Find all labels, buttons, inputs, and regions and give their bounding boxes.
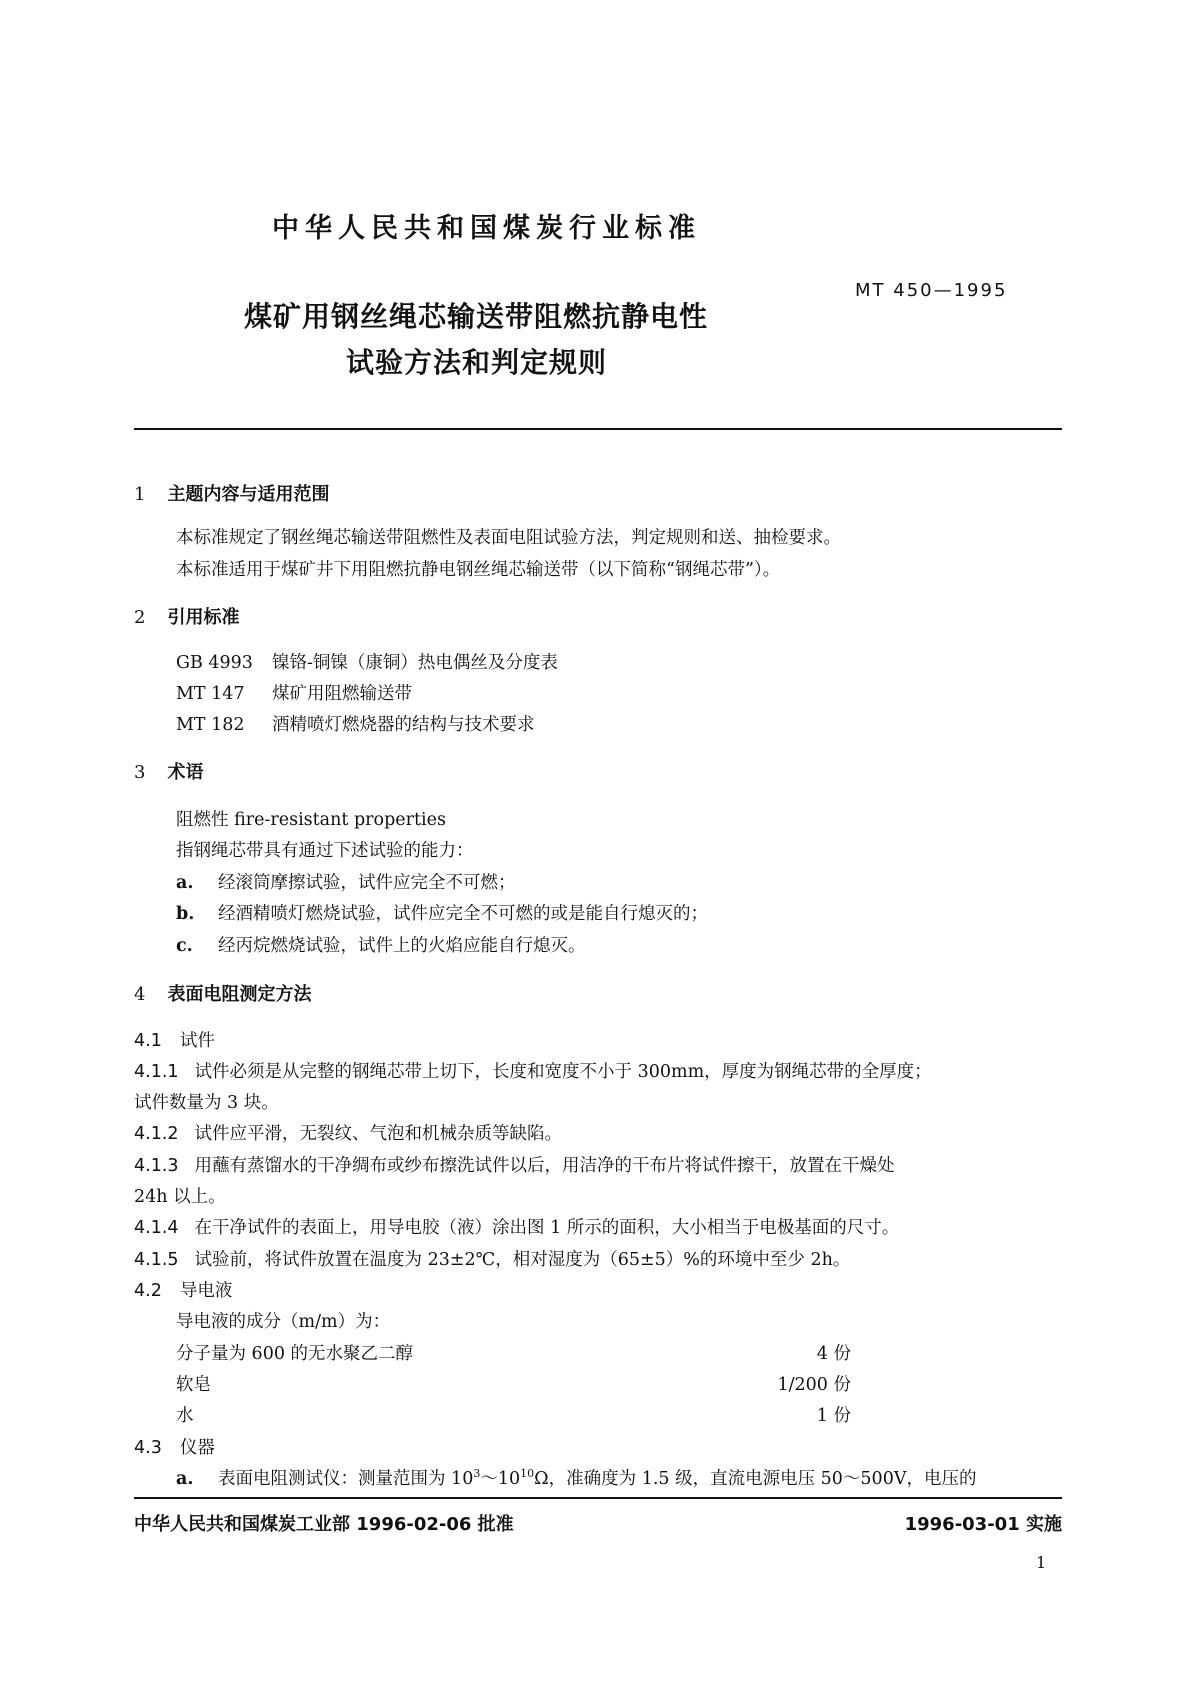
instrument-item-a: a. 表面电阻测试仪：测量范围为 $10^3\sim 10^{10}\Omega$，准确度为 1.5 级，直流电源电压 50～500V，电压的 [176,1467,977,1489]
header-rule [134,428,1062,430]
subsection-4-3-heading: 4.3 仪器 [134,1438,215,1458]
subsection-4-2-heading: 4.2 导电液 [134,1281,233,1301]
document-title-line2: 试验方法和判定规则 [346,346,608,379]
clause-4-1-1-continued: 试件数量为 3 块。 [134,1093,279,1113]
section-1-para-2: 本标准适用于煤矿井下用阻燃抗静电钢丝绳芯输送带（以下简称“钢绳芯带”）。 [176,560,781,580]
clause-4-1-2: 4.1.2 试件应平滑，无裂纹、气泡和机械杂质等缺陷。 [134,1124,563,1144]
list-item: c. 经丙烷燃烧试验，试件上的火焰应能自行熄灭。 [176,936,586,956]
page-number: 1 [1036,1553,1047,1572]
clause-4-1-4: 4.1.4 在干净试件的表面上，用导电胶（液）涂出图 1 所示的面积，大小相当于电极基面的尺寸。 [134,1218,900,1238]
section-2-heading: 2 引用标准 [134,607,240,628]
composition-amount: 4 份 [816,1344,851,1364]
composition-name: 分子量为 600 的无水聚乙二醇 [176,1344,414,1364]
section-4-heading: 4 表面电阻测定方法 [134,984,312,1005]
section-1-heading: 1 主题内容与适用范围 [134,484,330,505]
composition-amount: 1/200 份 [777,1375,851,1395]
term-definition-text: 指钢绳芯带具有通过下述试验的能力： [176,841,474,861]
clause-4-1-1: 4.1.1 试件必须是从完整的钢绳芯带上切下，长度和宽度不小于 300mm，厚度为钢绳芯带的全厚度； [134,1062,932,1082]
clause-4-1-3-continued: 24h 以上。 [134,1187,226,1207]
composition-name: 软皂 [176,1375,211,1395]
reference-row: GB 4993 镍铬-铜镍（康铜）热电偶丝及分度表 [176,653,558,673]
composition-name: 水 [176,1406,194,1426]
composition-intro: 导电液的成分（m/m）为： [176,1312,391,1332]
issuing-organization: 中华人民共和国煤炭行业标准 [272,213,701,244]
clause-4-1-5: 4.1.5 试验前，将试件放置在温度为 23±2℃，相对湿度为（65±5）%的环境中至少 2h。 [134,1250,851,1270]
section-1-para-1: 本标准规定了钢丝绳芯输送带阻燃性及表面电阻试验方法，判定规则和送、抽检要求。 [176,528,841,548]
footer-rule [134,1497,1062,1499]
section-3-heading: 3 术语 [134,762,204,783]
reference-row: MT 182 酒精喷灯燃烧器的结构与技术要求 [176,715,535,735]
reference-row: MT 147 煤矿用阻燃输送带 [176,684,412,704]
composition-amount: 1 份 [816,1406,851,1426]
document-title-line1: 煤矿用钢丝绳芯输送带阻燃抗静电性 [244,300,709,333]
standard-code: MT 450—1995 [855,280,1008,301]
approval-line: 中华人民共和国煤炭工业部 1996-02-06 批准 [134,1514,514,1535]
list-item: a. 经滚筒摩擦试验，试件应完全不可燃； [176,873,516,893]
list-item: b. 经酒精喷灯燃烧试验，试件应完全不可燃的或是能自行熄灭的； [176,904,708,924]
implementation-date: 1996-03-01 实施 [904,1514,1062,1535]
subsection-4-1-heading: 4.1 试件 [134,1031,215,1051]
clause-4-1-3: 4.1.3 用蘸有蒸馏水的干净绸布或纱布擦洗试件以后，用洁净的干布片将试件擦干，放置在干燥处 [134,1156,895,1176]
term-definition-title: 阻燃性 fire-resistant properties [176,810,446,830]
